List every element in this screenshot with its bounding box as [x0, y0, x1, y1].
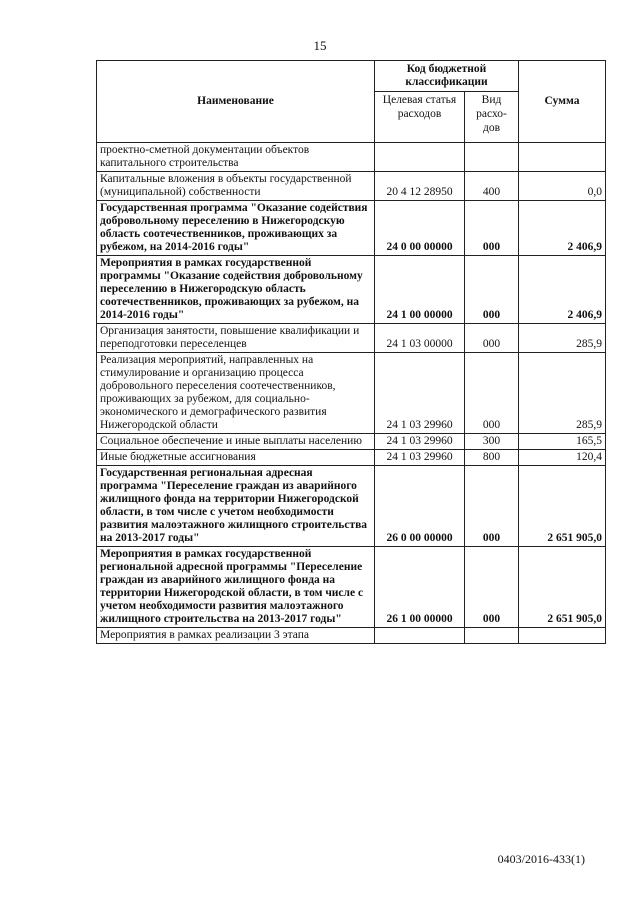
row-sum: 285,9 [519, 353, 606, 434]
table-row [97, 353, 606, 434]
row-target-article: 24 1 03 29960 [375, 450, 465, 466]
row-expense-type: 000 [465, 547, 519, 628]
table-row [97, 324, 606, 353]
row-name: Государственная программа "Оказание содействия добровольному переселению в Нижегородскую область соотечественников, проживающих за рубежом, на 2014-2016 годы" [97, 201, 375, 256]
header-target-article: Целевая статья расходов [375, 92, 465, 143]
row-sum: 2 406,9 [519, 201, 606, 256]
table-row [97, 201, 606, 256]
row-expense-type: 300 [465, 434, 519, 450]
row-sum: 285,9 [519, 324, 606, 353]
row-sum: 2 651 905,0 [519, 466, 606, 547]
header-expense-type: Вид расхо-дов [465, 92, 519, 143]
row-expense-type: 400 [465, 172, 519, 201]
header-code-group: Код бюджетной классификации [375, 61, 519, 92]
table-row [97, 143, 606, 172]
row-name: Социальное обеспечение и иные выплаты населению [97, 434, 375, 450]
row-sum: 165,5 [519, 434, 606, 450]
row-target-article: 26 1 00 00000 [375, 547, 465, 628]
row-expense-type: 000 [465, 466, 519, 547]
row-expense-type: 000 [465, 324, 519, 353]
row-name: проектно-сметной документации объектов капитального строительства [97, 143, 375, 172]
row-expense-type: 800 [465, 450, 519, 466]
header-sum: Сумма [519, 61, 606, 143]
table-row [97, 466, 606, 547]
table-row [97, 547, 606, 628]
row-name: Мероприятия в рамках реализации 3 этапа [97, 628, 375, 644]
row-name: Организация занятости, повышение квалификации и переподготовки переселенцев [97, 324, 375, 353]
table-row [97, 628, 606, 644]
row-target-article: 24 0 00 00000 [375, 201, 465, 256]
row-sum: 0,0 [519, 172, 606, 201]
row-name: Капитальные вложения в объекты государственной (муниципальной) собственности [97, 172, 375, 201]
row-sum: 2 406,9 [519, 256, 606, 324]
table-row [97, 434, 606, 450]
row-target-article: 24 1 03 29960 [375, 434, 465, 450]
table-row [97, 172, 606, 201]
row-target-article: 24 1 00 00000 [375, 256, 465, 324]
row-target-article [375, 143, 465, 172]
row-sum: 120,4 [519, 450, 606, 466]
row-name: Иные бюджетные ассигнования [97, 450, 375, 466]
row-target-article: 24 1 03 00000 [375, 324, 465, 353]
table-row [97, 256, 606, 324]
row-name: Мероприятия в рамках государственной региональной адресной программы "Переселение граждан из аварийного жилищного фонда на территории Нижегородской области, в том числе с учетом необходимости развития малоэтажного жилищного строительства на 2013-2017 годы" [97, 547, 375, 628]
row-name: Государственная региональная адресная программа "Переселение граждан из аварийного жилищного фонда на территории Нижегородской области, в том числе с учетом необходимости развития малоэтажного жилищного строительства на 2013-2017 годы" [97, 466, 375, 547]
row-sum [519, 143, 606, 172]
header-name: Наименование [97, 61, 375, 143]
row-expense-type: 000 [465, 353, 519, 434]
row-expense-type: 000 [465, 201, 519, 256]
table-row [97, 450, 606, 466]
row-sum [519, 628, 606, 644]
row-name: Мероприятия в рамках государственной программы "Оказание содействия добровольному переселению в Нижегородскую область соотечественников, проживающих за рубежом, на 2014-2016 годы" [97, 256, 375, 324]
row-target-article: 20 4 12 28950 [375, 172, 465, 201]
document-number: 0403/2016-433(1) [497, 852, 585, 866]
table-body [97, 143, 606, 644]
row-target-article: 24 1 03 29960 [375, 353, 465, 434]
row-name: Реализация мероприятий, направленных на стимулирование и организацию процесса добровольного переселения соотечественников, проживающих за рубежом, для социально-экономического и демографического развития Нижегородской области [97, 353, 375, 434]
page-number: 15 [313, 38, 327, 53]
budget-table [96, 60, 606, 644]
row-expense-type [465, 143, 519, 172]
row-target-article: 26 0 00 00000 [375, 466, 465, 547]
row-expense-type: 000 [465, 256, 519, 324]
row-sum: 2 651 905,0 [519, 547, 606, 628]
row-expense-type [465, 628, 519, 644]
row-target-article [375, 628, 465, 644]
